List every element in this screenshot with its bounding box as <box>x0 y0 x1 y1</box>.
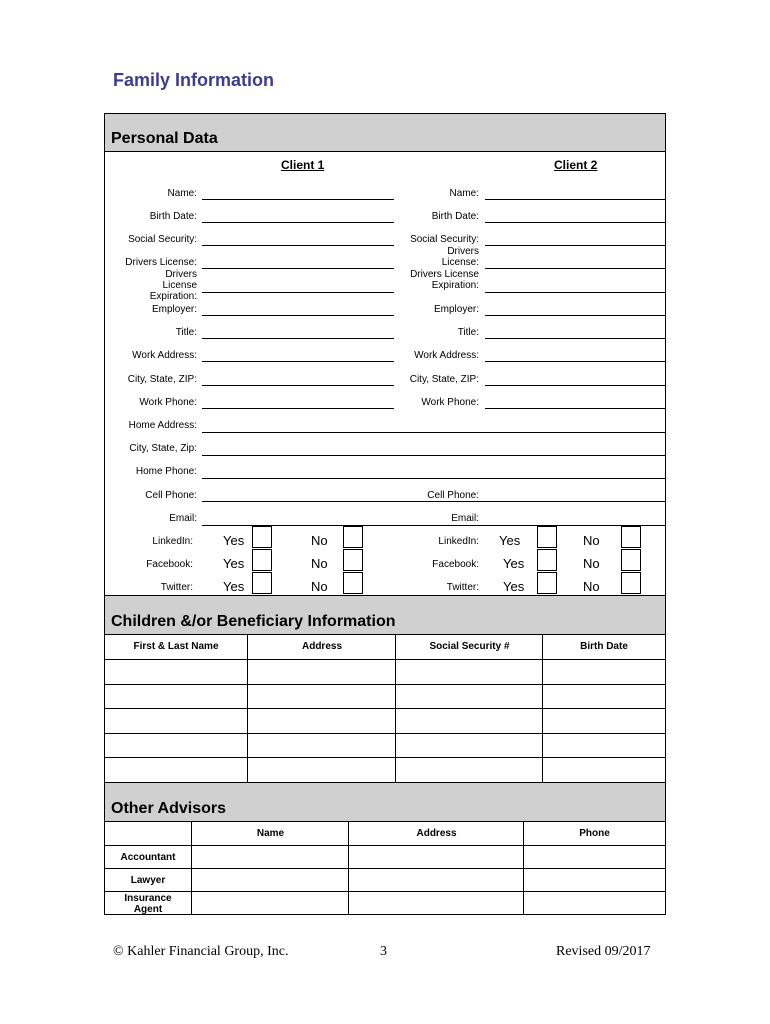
client1-ssn-field[interactable] <box>202 245 394 246</box>
client1-facebook-yes-checkbox[interactable] <box>252 549 272 571</box>
client1-name-label: Name: <box>167 188 197 199</box>
client2-twitter-yes: Yes <box>503 579 525 594</box>
client1-dl-field[interactable] <box>202 268 394 269</box>
client1-employer-label: Employer: <box>151 304 197 315</box>
client2-twitter-label: Twitter: <box>446 582 479 593</box>
client1-work-phone-field[interactable] <box>202 408 394 409</box>
cell-phone-field[interactable] <box>202 501 666 502</box>
client2-linkedin-no-checkbox[interactable] <box>621 526 641 548</box>
client2-work-address-field[interactable] <box>485 361 666 362</box>
client1-facebook-no: No <box>311 556 328 571</box>
children-row-line <box>105 757 665 758</box>
client1-work-address-label: Work Address: <box>132 350 197 361</box>
footer-revised: Revised 09/2017 <box>556 944 651 959</box>
home-city-state-zip-field[interactable] <box>202 455 666 456</box>
client1-linkedin-label: LinkedIn: <box>152 536 193 547</box>
client2-linkedin-yes: Yes <box>499 533 521 548</box>
client2-title-field[interactable] <box>485 338 666 339</box>
client1-work-phone-label: Work Phone: <box>139 397 197 408</box>
home-phone-field[interactable] <box>202 478 666 479</box>
advisors-heading: Other Advisors <box>105 782 665 822</box>
client2-dl-label: Drivers License: <box>441 246 479 268</box>
client-2-heading: Client 2 <box>554 158 598 172</box>
client2-name-field[interactable] <box>485 199 666 200</box>
client1-twitter-no-checkbox[interactable] <box>343 572 363 594</box>
children-row-line <box>105 708 665 709</box>
client1-facebook-label: Facebook: <box>146 559 193 570</box>
client2-facebook-no: No <box>583 556 600 571</box>
advisor-row-lawyer: Lawyer <box>130 875 166 886</box>
client2-title-label: Title: <box>457 327 479 338</box>
children-col-ssn: Social Security # <box>429 641 510 652</box>
client2-twitter-no-checkbox[interactable] <box>621 572 641 594</box>
client2-work-phone-field[interactable] <box>485 408 666 409</box>
client2-birth-date-field[interactable] <box>485 222 666 223</box>
client1-title-field[interactable] <box>202 338 394 339</box>
client2-facebook-label: Facebook: <box>432 559 479 570</box>
advisors-row-line <box>105 868 665 869</box>
advisors-row-line <box>105 891 665 892</box>
client2-city-state-zip-label: City, State, ZIP: <box>409 374 479 385</box>
client1-twitter-label: Twitter: <box>160 582 193 593</box>
client2-linkedin-yes-checkbox[interactable] <box>537 526 557 548</box>
client1-dl-label: Drivers License: <box>125 257 197 268</box>
client2-work-phone-label: Work Phone: <box>421 397 479 408</box>
client1-title-label: Title: <box>175 327 197 338</box>
advisors-col-address: Address <box>416 828 457 839</box>
client2-facebook-yes: Yes <box>503 556 525 571</box>
client2-employer-field[interactable] <box>485 315 666 316</box>
footer-page-number: 3 <box>380 944 387 959</box>
client-1-heading: Client 1 <box>281 158 325 172</box>
children-col-name: First & Last Name <box>133 641 219 652</box>
client2-cell-phone-label: Cell Phone: <box>427 490 479 501</box>
client1-dl-exp-label: Drivers License Expiration: <box>149 269 197 302</box>
client1-twitter-yes: Yes <box>223 579 245 594</box>
client1-employer-field[interactable] <box>202 315 394 316</box>
client2-dl-field[interactable] <box>485 268 666 269</box>
client1-linkedin-no-checkbox[interactable] <box>343 526 363 548</box>
client1-dl-exp-field[interactable] <box>202 292 394 293</box>
children-divider <box>395 635 396 783</box>
footer-copyright: © Kahler Financial Group, Inc. <box>113 944 289 959</box>
client1-name-field[interactable] <box>202 199 394 200</box>
children-row-line <box>105 733 665 734</box>
client1-facebook-no-checkbox[interactable] <box>343 549 363 571</box>
client2-name-label: Name: <box>449 188 479 199</box>
client1-city-state-zip-label: City, State, ZIP: <box>127 374 197 385</box>
children-divider <box>247 635 248 783</box>
client2-work-address-label: Work Address: <box>414 350 479 361</box>
client2-birth-date-label: Birth Date: <box>431 211 479 222</box>
client1-ssn-label: Social Security: <box>128 234 197 245</box>
client2-ssn-label: Social Security: <box>410 234 479 245</box>
home-address-label: Home Address: <box>128 420 197 431</box>
page-title: Family Information <box>113 70 275 90</box>
client1-linkedin-no: No <box>311 533 328 548</box>
children-divider <box>542 635 543 783</box>
children-row-line <box>105 659 665 660</box>
children-row-line <box>105 684 665 685</box>
client1-city-state-zip-field[interactable] <box>202 385 394 386</box>
client2-facebook-yes-checkbox[interactable] <box>537 549 557 571</box>
client2-email-label: Email: <box>451 513 479 524</box>
client2-dl-exp-field[interactable] <box>485 292 666 293</box>
client2-linkedin-label: LinkedIn: <box>438 536 479 547</box>
advisors-col-phone: Phone <box>579 828 610 839</box>
client2-city-state-zip-field[interactable] <box>485 385 666 386</box>
client2-facebook-no-checkbox[interactable] <box>621 549 641 571</box>
client2-twitter-yes-checkbox[interactable] <box>537 572 557 594</box>
advisors-col-name: Name <box>256 828 285 839</box>
client1-cell-phone-label: Cell Phone: <box>145 490 197 501</box>
home-phone-label: Home Phone: <box>135 466 197 477</box>
client2-linkedin-no: No <box>583 533 600 548</box>
children-heading: Children &/or Beneficiary Information <box>105 595 665 635</box>
advisors-row-line <box>105 845 665 846</box>
client1-twitter-yes-checkbox[interactable] <box>252 572 272 594</box>
client1-birth-date-field[interactable] <box>202 222 394 223</box>
home-city-state-zip-label: City, State, Zip: <box>129 443 197 454</box>
client1-twitter-no: No <box>311 579 328 594</box>
client1-facebook-yes: Yes <box>223 556 245 571</box>
client1-email-label: Email: <box>169 513 197 524</box>
client1-work-address-field[interactable] <box>202 361 394 362</box>
home-address-field[interactable] <box>202 432 666 433</box>
client2-dl-exp-label: Drivers License Expiration: <box>410 269 479 291</box>
advisor-row-insurance-agent: Insurance Agent <box>124 893 172 915</box>
children-col-birth-date: Birth Date <box>580 641 628 652</box>
advisor-row-accountant: Accountant <box>120 852 176 863</box>
family-information-form <box>104 113 666 915</box>
client2-twitter-no: No <box>583 579 600 594</box>
children-col-address: Address <box>301 641 342 652</box>
client1-birth-date-label: Birth Date: <box>149 211 197 222</box>
client2-employer-label: Employer: <box>433 304 479 315</box>
client1-linkedin-yes: Yes <box>223 533 245 548</box>
personal-data-heading: Personal Data <box>105 114 665 152</box>
client1-linkedin-yes-checkbox[interactable] <box>252 526 272 548</box>
client2-ssn-field[interactable] <box>485 245 666 246</box>
